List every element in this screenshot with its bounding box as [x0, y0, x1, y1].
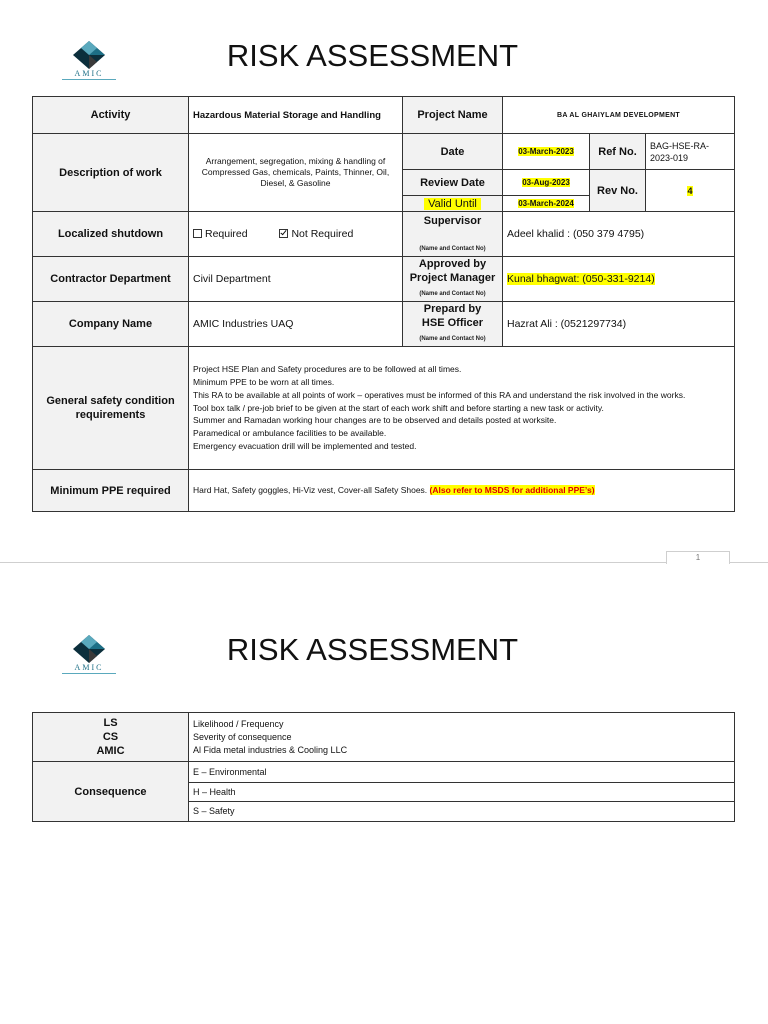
rev-no-value: 4: [687, 185, 693, 196]
contractor-value: Civil Department: [189, 257, 403, 302]
logo-diamond-icon: [72, 40, 106, 70]
abbreviations-value-cell: [189, 713, 735, 762]
general-safety-line: Minimum PPE to be worn at all times.: [193, 377, 335, 387]
prepared-label-line-1: Prepard by: [423, 303, 482, 315]
logo-underline: [62, 79, 116, 80]
prepared-value: Hazrat Ali : (0521297734): [503, 302, 735, 347]
description-value: Arrangement, segregation, mixing & handling of Compressed Gas, chemicals, Paints, Thinner, Oil, Diesel, & Gasoline: [189, 134, 403, 212]
project-name-label: Project Name: [403, 97, 503, 134]
page-title: RISK ASSESSMENT: [226, 632, 519, 667]
review-date-value: 03-Aug-2023: [522, 178, 570, 187]
abbreviations-table: [32, 712, 735, 822]
abbr-label-cs: CS: [102, 731, 119, 743]
required-option[interactable]: Required: [193, 228, 248, 240]
date-value: 03-March-2023: [518, 147, 574, 156]
abbr-label-amic: AMIC: [96, 745, 125, 757]
supervisor-contact-note: (Name and Contact No): [419, 246, 486, 252]
page-number: 1: [666, 551, 730, 564]
general-safety-label: General safety condition requirements: [33, 347, 189, 470]
ref-no-value: BAG-HSE-RA-2023-019: [646, 134, 735, 170]
contractor-label: Contractor Department: [33, 257, 189, 302]
ppe-value: Hard Hat, Safety goggles, Hi-Viz vest, Cover-all Safety Shoes.: [193, 485, 428, 495]
logo-underline: [62, 673, 116, 674]
date-cell: [503, 134, 590, 170]
shutdown-label: Localized shutdown: [33, 212, 189, 257]
general-safety-line: Summer and Ramadan working hour changes are to be observed and details posted at worksite.: [193, 415, 557, 426]
ppe-cell: [189, 470, 735, 512]
abbr-value-amic: Al Fida metal industries & Cooling LLC: [193, 744, 348, 755]
prepared-label-line-2: HSE Officer: [421, 317, 484, 329]
logo-text: AMIC: [74, 663, 104, 672]
supervisor-label: Supervisor: [423, 215, 482, 227]
shutdown-options: [189, 212, 403, 257]
abbreviations-label-cell: [33, 713, 189, 762]
required-checkbox-icon: [193, 229, 202, 238]
activity-label: Activity: [33, 97, 189, 134]
consequence-safety: S – Safety: [189, 802, 735, 822]
company-label: Company Name: [33, 302, 189, 347]
company-logo: [58, 40, 120, 84]
approved-value-cell: [503, 257, 735, 302]
project-name-value: BA AL GHAIYLAM DEVELOPMENT: [503, 97, 735, 134]
valid-until-value: 03-March-2024: [518, 199, 574, 208]
not-required-checkbox-icon: [279, 229, 288, 238]
general-safety-line: Tool box talk / pre-job brief to be given at the start of each work shift and before starting a new task or activity.: [193, 402, 604, 413]
review-date-label: Review Date: [403, 170, 503, 196]
supervisor-value: Adeel khalid : (050 379 4795): [503, 212, 735, 257]
date-label: Date: [403, 134, 503, 170]
approved-label-line-1: Approved by: [418, 258, 487, 270]
ref-no-label: Ref No.: [590, 134, 646, 170]
valid-until-value-cell: [503, 196, 590, 212]
description-label: Description of work: [33, 134, 189, 212]
general-safety-list: [189, 347, 735, 470]
risk-assessment-header-table: [32, 96, 735, 512]
prepared-contact-note: (Name and Contact No): [419, 336, 486, 342]
ppe-msds-note: (Also refer to MSDS for additional PPE’s): [429, 485, 595, 495]
approved-label-cell: [403, 257, 503, 302]
ppe-label: Minimum PPE required: [33, 470, 189, 512]
abbr-label-ls: LS: [103, 717, 118, 729]
general-safety-line: Emergency evacuation drill will be implemented and tested.: [193, 440, 417, 451]
logo-diamond-icon: [72, 634, 106, 664]
general-safety-line: Project HSE Plan and Safety procedures are to be followed at all times.: [193, 364, 462, 375]
abbr-value-ls: Likelihood / Frequency: [193, 718, 284, 729]
company-value: AMIC Industries UAQ: [189, 302, 403, 347]
general-safety-line: This RA to be available at all points of work – operatives must be informed of this RA and understand the risk involved in the works.: [193, 389, 686, 400]
supervisor-label-cell: [403, 212, 503, 257]
logo-text: AMIC: [74, 69, 104, 78]
valid-until-label: Valid Until: [424, 198, 481, 210]
consequence-health: H – Health: [189, 783, 735, 802]
page-separator: [0, 562, 768, 563]
valid-until-cell: [403, 196, 503, 212]
page-title: RISK ASSESSMENT: [226, 38, 519, 73]
activity-value: Hazardous Material Storage and Handling: [189, 97, 403, 134]
consequence-label: Consequence: [33, 762, 189, 822]
review-date-cell: [503, 170, 590, 196]
approved-contact-note: (Name and Contact No): [419, 291, 486, 297]
approved-value: Kunal bhagwat: (050-331-9214): [507, 272, 655, 285]
general-safety-line: Paramedical or ambulance facilities to be available.: [193, 428, 387, 439]
consequence-environmental: E – Environmental: [189, 762, 735, 783]
not-required-option[interactable]: Not Required: [279, 228, 353, 240]
rev-no-label: Rev No.: [590, 170, 646, 212]
company-logo: [58, 634, 120, 678]
prepared-label-cell: [403, 302, 503, 347]
rev-no-cell: [646, 170, 735, 212]
abbr-value-cs: Severity of consequence: [193, 731, 292, 742]
approved-label-line-2: Project Manager: [409, 272, 496, 284]
